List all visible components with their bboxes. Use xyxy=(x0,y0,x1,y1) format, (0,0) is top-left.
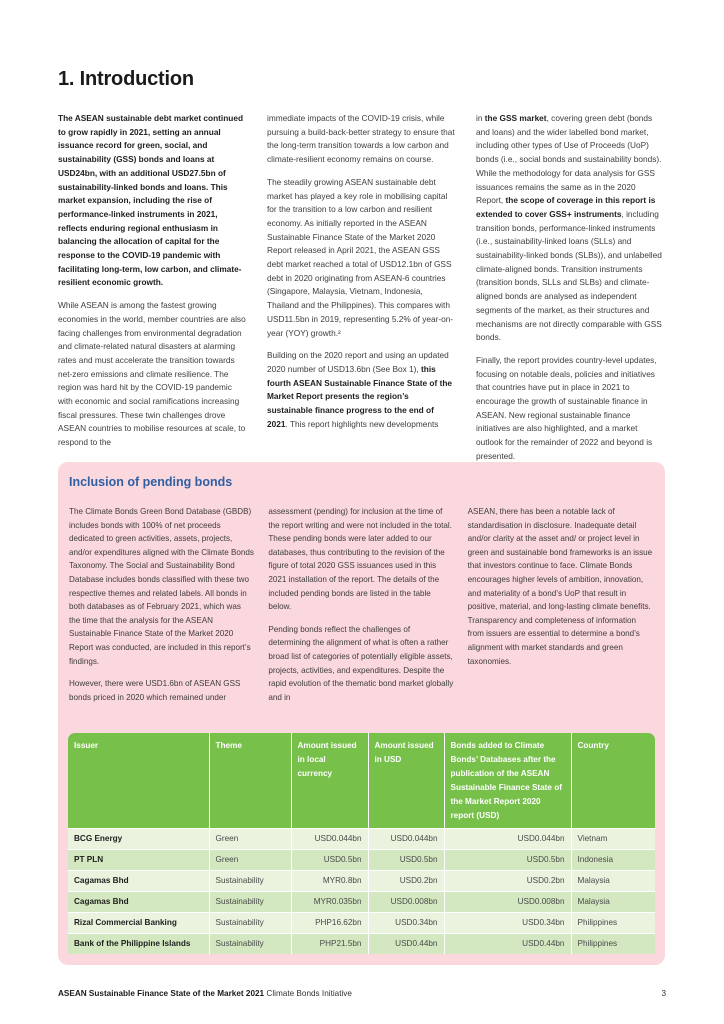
intro-paragraph xyxy=(267,349,455,431)
header-country: Country xyxy=(571,733,655,829)
intro-column-3 xyxy=(476,112,664,461)
intro-section xyxy=(58,112,664,461)
cell-theme: Sustainability xyxy=(209,892,291,913)
table-row xyxy=(68,871,655,892)
cell-amount-usd: USD0.008bn xyxy=(368,892,444,913)
intro-paragraph: immediate impacts of the COVID-19 crisis, while pursuing a build-back-better strategy to ensure that the long-term transition towards a low carbon and climate-resilient economy remains on course. xyxy=(267,113,455,165)
cell-amount-usd: USD0.34bn xyxy=(368,913,444,934)
cell-theme: Green xyxy=(209,850,291,871)
box-title: Inclusion of pending bonds xyxy=(69,475,233,489)
page-number: 3 xyxy=(661,989,666,998)
pending-bonds-table xyxy=(68,733,655,954)
table-row xyxy=(68,850,655,871)
cell-bonds-added: USD0.44bn xyxy=(444,934,571,955)
cell-bonds-added: USD0.044bn xyxy=(444,829,571,850)
box-column-3 xyxy=(468,505,653,713)
cell-amount-local: PHP21.5bn xyxy=(291,934,368,955)
footer-publication: ASEAN Sustainable Finance State of the Market 2021 xyxy=(58,989,265,998)
box-paragraph: ASEAN, there has been a notable lack of standardisation in disclosure. Inadequate detail and/or clarity at the asset and/ or project level in green and sustainable bond frameworks is an issue that investors continue to face. Climate Bonds encourages higher levels of ambition, innovation, and materiality of a bond’s UoP that result in positive, material, and long-lasting climate benefits. Transparency and completeness of information from issuers are essential to determine a bond’s alignment with market standards and green taxonomies. xyxy=(467,507,653,666)
intro-lead-paragraph: The ASEAN sustainable debt market continued to grow rapidly in 2021, setting an annual issuance record for green, social, and sustainability (GSS) bonds and loans at USD24bn, with an additional USD27.5bn of sustainability-linked bonds and loans. This market expansion, including the rise of performance-linked instruments in 2021, reflects enduring regional enthusiasm in balancing the allocation of capital for the response to the COVID-19 pandemic with facilitating long-term, low carbon, and climate-resilient economic growth. xyxy=(58,113,244,288)
cell-country: Vietnam xyxy=(571,829,655,850)
cell-amount-local: USD0.5bn xyxy=(291,850,368,871)
cell-bonds-added: USD0.34bn xyxy=(444,913,571,934)
cell-issuer: BCG Energy xyxy=(68,829,209,850)
cell-bonds-added: USD0.5bn xyxy=(444,850,571,871)
intro-paragraph xyxy=(476,112,664,345)
footer-organisation: Climate Bonds Initiative xyxy=(266,989,352,998)
cell-amount-local: USD0.044bn xyxy=(291,829,368,850)
page-footer xyxy=(58,989,666,998)
table-row xyxy=(68,913,655,934)
intro-column-2 xyxy=(267,112,455,452)
cell-theme: Sustainability xyxy=(209,871,291,892)
box-paragraph: assessment (pending) for inclusion at the time of the report writing and were not included in the total. These pending bonds were later added to our databases, thus contributing to the revision of the figure of total 2020 GSS issuances used in this 2021 installation of the report. The details of the included pending bonds are listed in the table below. xyxy=(268,507,452,612)
text-run: , including transition bonds, performance-linked instruments (i.e., sustainability-linked loans (SLLs) and sustainability-linked bonds (SLBs)), and unlabelled climate-aligned bonds. Transition instruments (transition bonds, SLLs and SLBs) and climate-aligned bonds are analysed as independent segments of the market, as their structures and mechanisms are not directly comparable with GSS bonds. xyxy=(476,208,662,343)
text-run: Building on the 2020 report and using an updated 2020 number of USD13.6bn (See Box 1), xyxy=(267,350,449,374)
cell-issuer: Bank of the Philippine Islands xyxy=(68,934,209,955)
cell-amount-usd: USD0.5bn xyxy=(368,850,444,871)
intro-paragraph: While ASEAN is among the fastest growing economies in the world, member countries are also facing challenges from environmental degradation and climate-related natural disasters at alarming rates and must accelerate the transition towards net-zero emissions and climate resilience. The region was hard hit by the COVID-19 pandemic with economic and social ramifications increasing fiscal pressures. These twin challenges drove ASEAN countries to mobilise resources at scale, to respond to the xyxy=(58,300,246,448)
bold-text-run: the scope of coverage in this report is extended to cover GSS+ instruments xyxy=(476,195,656,219)
cell-bonds-added: USD0.2bn xyxy=(444,871,571,892)
box-paragraph: The Climate Bonds Green Bond Database (GBDB) includes bonds with 100% of net proceeds dedicated to green activities, assets, projects, and/or expenditures aligned with the Climate Bonds Taxonomy. The Social and Sustainability Bond Database includes bonds classified with these two respective themes and related labels. All bonds in both databases as of February 2021, which was the time that the analysis for the ASEAN Sustainable Finance State of the Market 2020 Report was conducted, are included in this report’s findings. xyxy=(69,507,254,666)
intro-paragraph: Finally, the report provides country-level updates, focusing on notable deals, policies and initiatives that countries have put in place in 2021 to encourage the growth of sustainable finance in ASEAN. New regional sustainable finance initiatives are also highlighted, and a market outlook for the remainder of 2022 and beyond is presented. xyxy=(476,354,657,461)
text-run: . This report highlights new developments xyxy=(285,418,439,429)
cell-issuer: Rizal Commercial Banking xyxy=(68,913,209,934)
table-header-row xyxy=(68,733,655,829)
header-amount-local: Amount issued in local currency xyxy=(291,733,368,829)
cell-issuer: Cagamas Bhd xyxy=(68,892,209,913)
cell-bonds-added: USD0.008bn xyxy=(444,892,571,913)
cell-country: Philippines xyxy=(571,934,655,955)
header-issuer: Issuer xyxy=(68,733,209,829)
bold-text-run: this fourth ASEAN Sustainable Finance State of the Market Report presents the region’s sustainable finance progress to the end of 2021 xyxy=(267,363,453,429)
header-bonds-added: Bonds added to Climate Bonds’ Databases after the publication of the ASEAN Sustainable Finance State of the Market Report 2020 report (USD) xyxy=(444,733,571,829)
table-row xyxy=(68,829,655,850)
pending-bonds-box xyxy=(58,462,665,965)
cell-theme: Sustainability xyxy=(209,934,291,955)
header-theme: Theme xyxy=(209,733,291,829)
cell-amount-usd: USD0.044bn xyxy=(368,829,444,850)
cell-amount-usd: USD0.44bn xyxy=(368,934,444,955)
intro-paragraph: The steadily growing ASEAN sustainable debt market has played a key role in mobilising capital for the transition to a low carbon and resilient economy. As initially reported in the ASEAN Sustainable Finance State of the Market 2020 Report released in April 2021, the ASEAN GSS debt market reached a total of USD12.1bn of GSS debt in 2020 originating from ASEAN-6 countries (Singapore, Malaysia, Vietnam, Indonesia, Thailand and the Philippines). This compares with USD11.5bn in 2019, representing 5.2% of year-on-year (YOY) growth.² xyxy=(267,176,454,338)
table-row xyxy=(68,934,655,955)
cell-theme: Green xyxy=(209,829,291,850)
cell-country: Malaysia xyxy=(571,892,655,913)
box-paragraph: Pending bonds reflect the challenges of determining the alignment of what is often a rather broad list of categories of potentially eligible assets, projects, activities, and expenditures. Despite the rapid evolution of the thematic bond market globally and in xyxy=(268,624,454,702)
box-text xyxy=(69,505,653,713)
cell-issuer: PT PLN xyxy=(68,850,209,871)
bold-text-run: the GSS market xyxy=(484,113,547,123)
text-run: in xyxy=(476,113,485,123)
cell-theme: Sustainability xyxy=(209,913,291,934)
cell-amount-local: MYR0.8bn xyxy=(291,871,368,892)
box-column-1 xyxy=(69,505,254,713)
cell-country: Indonesia xyxy=(571,850,655,871)
cell-issuer: Cagamas Bhd xyxy=(68,871,209,892)
box-paragraph: However, there were USD1.6bn of ASEAN GSS bonds priced in 2020 which remained under xyxy=(69,679,241,702)
cell-country: Malaysia xyxy=(571,871,655,892)
intro-column-1 xyxy=(58,112,246,452)
cell-country: Philippines xyxy=(571,913,655,934)
page-title: 1. Introduction xyxy=(58,68,194,90)
header-amount-usd: Amount issued in USD xyxy=(368,733,444,829)
table-row xyxy=(68,892,655,913)
cell-amount-usd: USD0.2bn xyxy=(368,871,444,892)
box-column-2 xyxy=(268,505,453,713)
cell-amount-local: MYR0.035bn xyxy=(291,892,368,913)
text-run: , covering green debt (bonds and loans) and the wider labelled bond market, including other types of Use of Proceeds (UoP) bonds (i.e., social bonds and sustainability bonds). While the methodology for data analysis for GSS issuances remains the same as in the 2020 Report, xyxy=(476,113,662,206)
cell-amount-local: PHP16.62bn xyxy=(291,913,368,934)
